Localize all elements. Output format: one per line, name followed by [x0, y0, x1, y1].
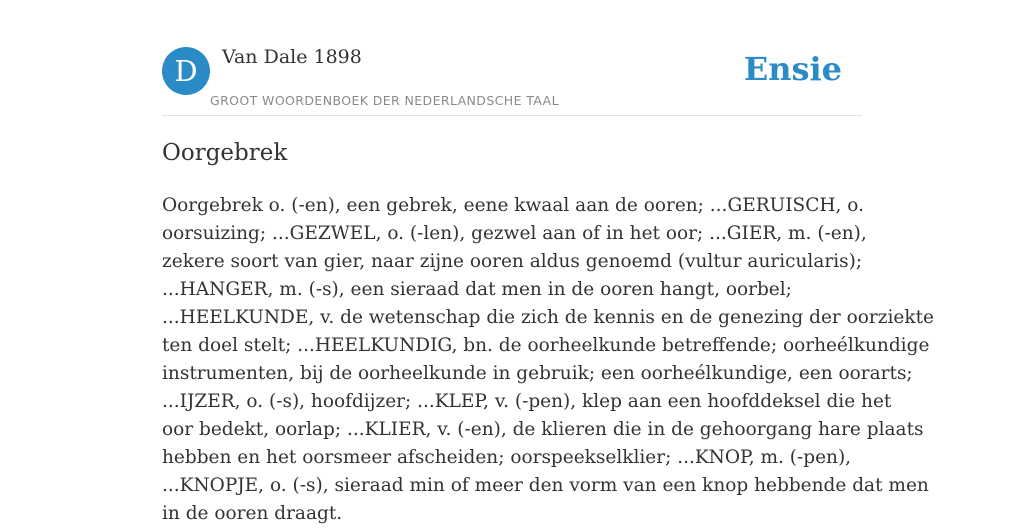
- entry-title: Oorgebrek: [162, 140, 288, 166]
- entry-body-line: instrumenten, bij de oorheelkunde in gebruik; een oorheélkundige, een oorarts;: [162, 363, 913, 384]
- source-subtitle: GROOT WOORDENBOEK DER NEDERLANDSCHE TAAL: [210, 93, 559, 108]
- entry-body-line: ...HANGER, m. (-s), een sieraad dat men in de ooren hangt, oorbel;: [162, 279, 792, 300]
- header-divider: [162, 115, 862, 116]
- entry-body-line: in de ooren draagt.: [162, 503, 343, 524]
- entry-body-line: ...HEELKUNDE, v. de wetenschap die zich de kennis en de genezing der oorziekte: [162, 307, 934, 328]
- brand-logo[interactable]: Ensie: [743, 50, 842, 88]
- entry-body-line: oorsuizing; ...GEZWEL, o. (-len), gezwel aan of in het oor; ...GIER, m. (-en),: [162, 223, 867, 244]
- entry-body-line: hebben en het oorsmeer afscheiden; oorspeekselklier; ...KNOP, m. (-pen),: [162, 447, 852, 468]
- entry-body-line: Oorgebrek o. (-en), een gebrek, eene kwaal aan de ooren; ...GERUISCH, o.: [162, 195, 864, 216]
- source-title[interactable]: Van Dale 1898: [222, 46, 362, 68]
- entry-body: [162, 192, 934, 528]
- entry-body-line: oor bedekt, oorlap; ...KLIER, v. (-en), de klieren die in de gehoorgang hare plaats: [162, 419, 924, 440]
- source-avatar[interactable]: D: [162, 47, 210, 95]
- entry-body-line: ...IJZER, o. (-s), hoofdijzer; ...KLEP, v. (-pen), klep aan een hoofddeksel die het: [162, 391, 892, 412]
- header: [162, 46, 862, 116]
- entry-body-line: ten doel stelt; ...HEELKUNDIG, bn. de oorheelkunde betreffende; oorheélkundige: [162, 335, 930, 356]
- entry-body-line: ...KNOPJE, o. (-s), sieraad min of meer den vorm van een knop hebbende dat men: [162, 475, 929, 496]
- entry-body-line: zekere soort van gier, naar zijne ooren aldus genoemd (vultur auricularis);: [162, 251, 863, 272]
